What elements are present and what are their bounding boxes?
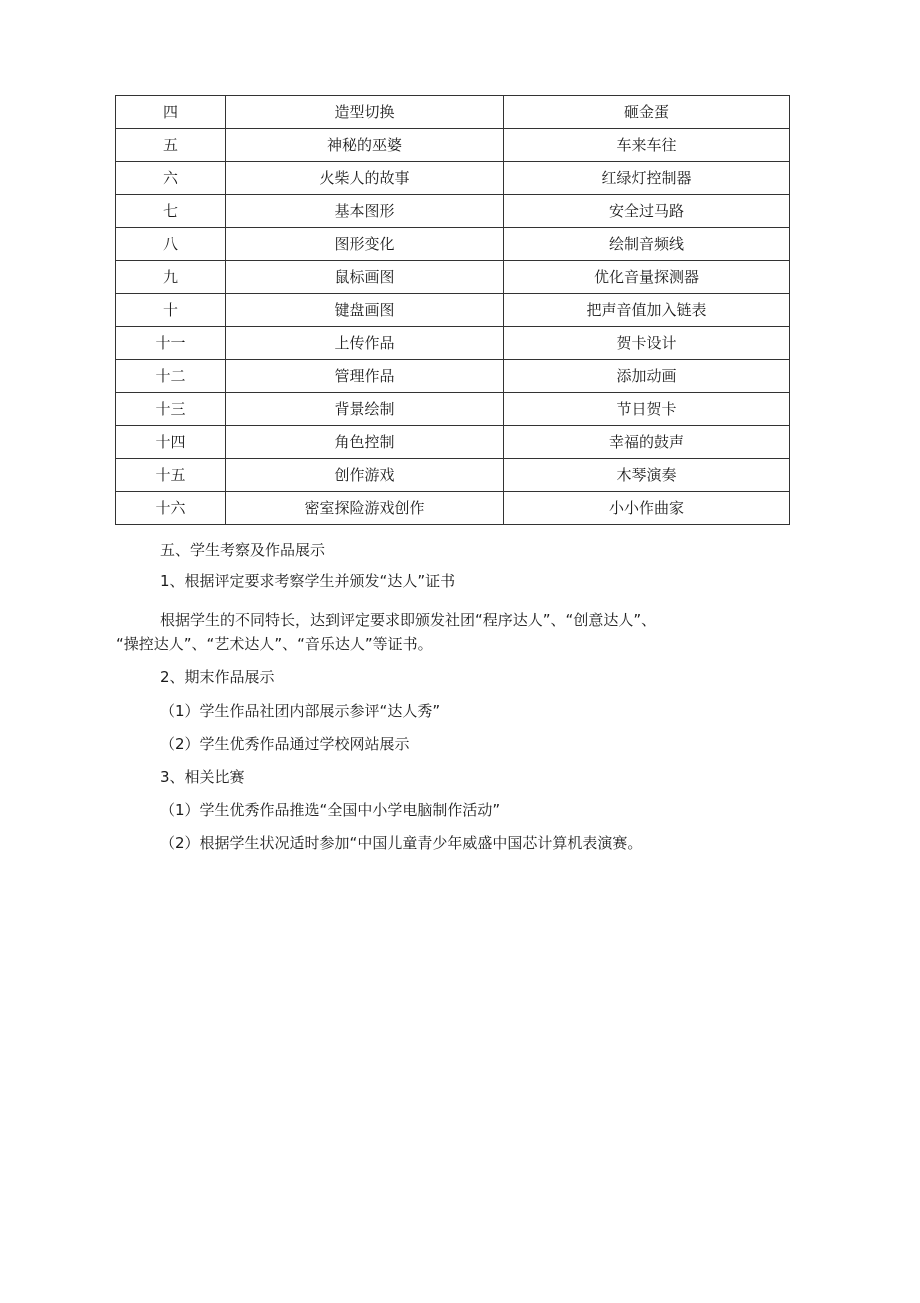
table-row [116, 228, 790, 261]
lesson-number-cell: 九 [116, 261, 226, 294]
course-a-cell: 上传作品 [226, 327, 504, 360]
table-row [116, 294, 790, 327]
course-a-cell: 火柴人的故事 [226, 162, 504, 195]
course-a-cell: 鼠标画图 [226, 261, 504, 294]
lesson-number-cell: 四 [116, 96, 226, 129]
table-row [116, 162, 790, 195]
course-b-cell: 优化音量探测器 [504, 261, 790, 294]
table-row [116, 261, 790, 294]
lesson-number-cell: 十六 [116, 492, 226, 525]
course-a-cell: 基本图形 [226, 195, 504, 228]
table-row [116, 195, 790, 228]
course-a-cell: 键盘画图 [226, 294, 504, 327]
item-3-sub-1: （1）学生优秀作品推选“全国中小学电脑制作活动” [160, 801, 501, 819]
lesson-number-cell: 八 [116, 228, 226, 261]
course-a-cell: 神秘的巫婆 [226, 129, 504, 162]
item-3-sub-2: （2）根据学生状况适时参加“中国儿童青少年威盛中国芯计算机表演赛。 [160, 834, 643, 852]
course-a-cell: 背景绘制 [226, 393, 504, 426]
item-1-paragraph-line-2: “操控达人”、“艺术达人”、“音乐达人”等证书。 [116, 635, 433, 653]
lesson-number-cell: 五 [116, 129, 226, 162]
lesson-number-cell: 十五 [116, 459, 226, 492]
table-row [116, 459, 790, 492]
course-b-cell: 砸金蛋 [504, 96, 790, 129]
item-1-paragraph-line-1: 根据学生的不同特长，达到评定要求即颁发社团“程序达人”、“创意达人”、 [160, 611, 657, 629]
lesson-number-cell: 七 [116, 195, 226, 228]
course-a-cell: 图形变化 [226, 228, 504, 261]
table-row [116, 327, 790, 360]
table-row [116, 96, 790, 129]
course-b-cell: 贺卡设计 [504, 327, 790, 360]
course-b-cell: 安全过马路 [504, 195, 790, 228]
lesson-number-cell: 十一 [116, 327, 226, 360]
course-b-cell: 车来车往 [504, 129, 790, 162]
table-row [116, 492, 790, 525]
course-a-cell: 造型切换 [226, 96, 504, 129]
lesson-number-cell: 十 [116, 294, 226, 327]
table-row [116, 393, 790, 426]
lesson-number-cell: 十二 [116, 360, 226, 393]
item-3-title: 3、相关比赛 [160, 768, 245, 786]
course-b-cell: 红绿灯控制器 [504, 162, 790, 195]
table-row [116, 129, 790, 162]
course-b-cell: 把声音值加入链表 [504, 294, 790, 327]
table-row [116, 360, 790, 393]
item-2-sub-1: （1）学生作品社团内部展示参评“达人秀” [160, 702, 441, 720]
course-b-cell: 节日贺卡 [504, 393, 790, 426]
table-row [116, 426, 790, 459]
lesson-number-cell: 十四 [116, 426, 226, 459]
item-2-title: 2、期末作品展示 [160, 668, 275, 686]
course-a-cell: 密室探险游戏创作 [226, 492, 504, 525]
course-b-cell: 小小作曲家 [504, 492, 790, 525]
section-heading: 五、学生考察及作品展示 [160, 541, 326, 559]
lesson-number-cell: 十三 [116, 393, 226, 426]
course-schedule-body [116, 96, 790, 525]
course-b-cell: 绘制音频线 [504, 228, 790, 261]
course-a-cell: 创作游戏 [226, 459, 504, 492]
item-1-title: 1、根据评定要求考察学生并颁发“达人”证书 [160, 572, 456, 590]
course-a-cell: 管理作品 [226, 360, 504, 393]
course-a-cell: 角色控制 [226, 426, 504, 459]
course-b-cell: 木琴演奏 [504, 459, 790, 492]
course-b-cell: 添加动画 [504, 360, 790, 393]
lesson-number-cell: 六 [116, 162, 226, 195]
item-2-sub-2: （2）学生优秀作品通过学校网站展示 [160, 735, 410, 753]
course-schedule-table [115, 95, 790, 525]
course-b-cell: 幸福的鼓声 [504, 426, 790, 459]
